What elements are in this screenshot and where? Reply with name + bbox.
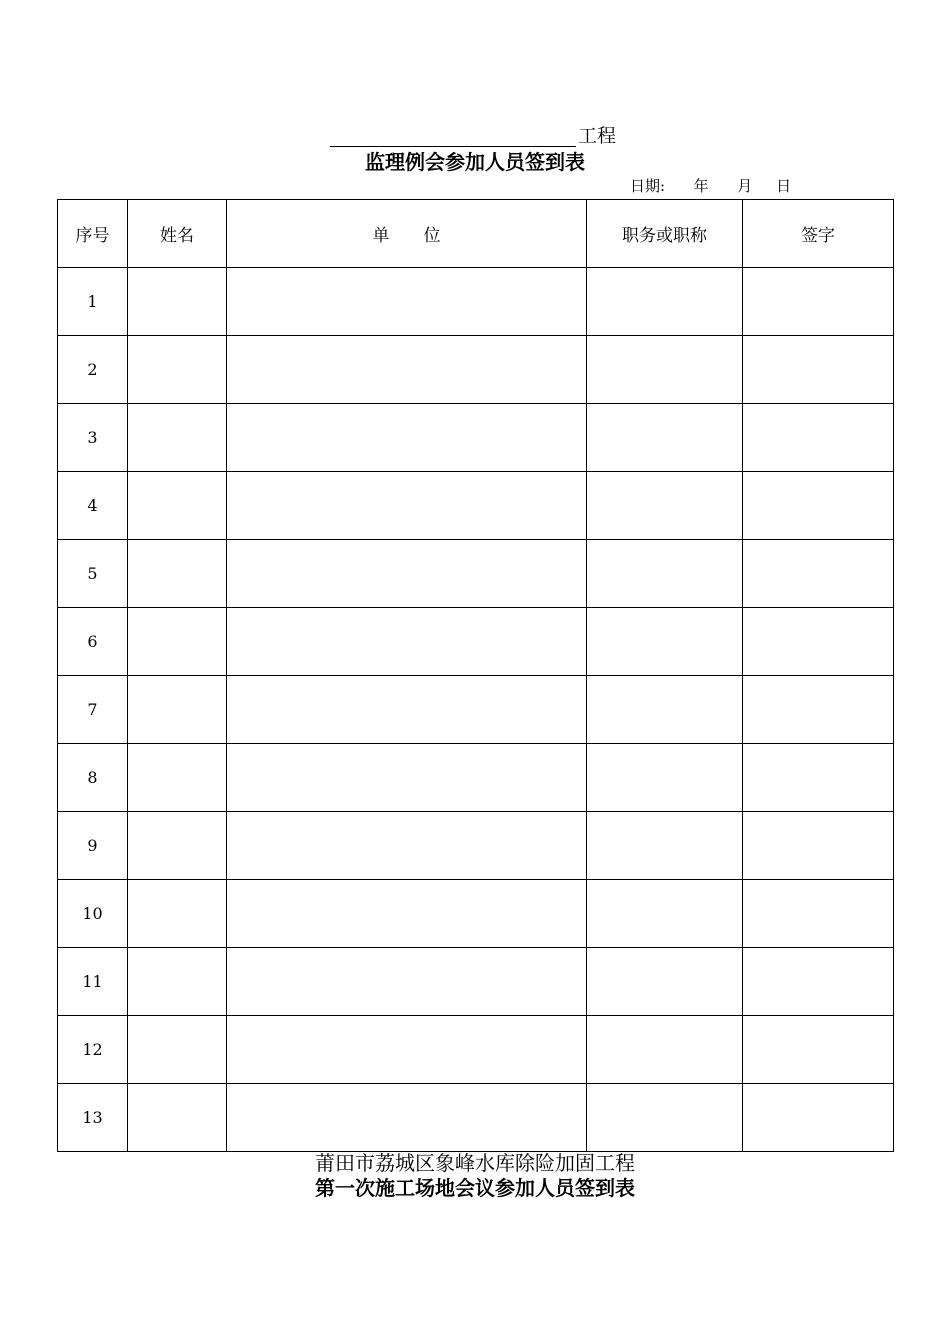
row-number: 6: [58, 608, 128, 676]
column-header-unit: 单 位: [227, 200, 587, 268]
footer-project-name: 莆田市荔城区象峰水库除险加固工程: [315, 1151, 635, 1175]
row-number: 10: [58, 880, 128, 948]
unit-cell[interactable]: [227, 472, 587, 540]
table-row: [58, 812, 894, 880]
row-number: 11: [58, 948, 128, 1016]
table-row: [58, 608, 894, 676]
name-cell[interactable]: [128, 1016, 227, 1084]
row-number: 13: [58, 1084, 128, 1152]
row-number: 8: [58, 744, 128, 812]
name-cell[interactable]: [128, 404, 227, 472]
project-suffix: 工程: [578, 125, 617, 147]
row-number: 12: [58, 1016, 128, 1084]
footer-title: 第一次施工场地会议参加人员签到表: [315, 1176, 635, 1200]
column-header-position: 职务或职称: [587, 200, 743, 268]
name-cell[interactable]: [128, 744, 227, 812]
signature-cell[interactable]: [743, 948, 894, 1016]
signature-cell[interactable]: [743, 1084, 894, 1152]
position-cell[interactable]: [587, 1016, 743, 1084]
name-cell[interactable]: [128, 268, 227, 336]
signature-cell[interactable]: [743, 404, 894, 472]
name-cell[interactable]: [128, 812, 227, 880]
unit-cell[interactable]: [227, 948, 587, 1016]
signin-table: [57, 199, 894, 1152]
row-number: 3: [58, 404, 128, 472]
table-row: [58, 336, 894, 404]
position-cell[interactable]: [587, 948, 743, 1016]
project-name-line: [330, 124, 616, 147]
table-row: [58, 540, 894, 608]
position-cell[interactable]: [587, 540, 743, 608]
table-row: [58, 1016, 894, 1084]
column-header-serial: 序号: [58, 200, 128, 268]
position-cell[interactable]: [587, 1084, 743, 1152]
unit-cell[interactable]: [227, 676, 587, 744]
signature-cell[interactable]: [743, 1016, 894, 1084]
position-cell[interactable]: [587, 404, 743, 472]
table-header-row: [58, 200, 894, 268]
signature-cell[interactable]: [743, 540, 894, 608]
table-row: [58, 948, 894, 1016]
position-cell[interactable]: [587, 880, 743, 948]
position-cell[interactable]: [587, 676, 743, 744]
unit-cell[interactable]: [227, 608, 587, 676]
unit-cell[interactable]: [227, 336, 587, 404]
unit-cell[interactable]: [227, 540, 587, 608]
table-row: [58, 404, 894, 472]
unit-cell[interactable]: [227, 404, 587, 472]
name-cell[interactable]: [128, 880, 227, 948]
signature-cell[interactable]: [743, 608, 894, 676]
form-title: 监理例会参加人员签到表: [365, 150, 585, 174]
row-number: 7: [58, 676, 128, 744]
table-row: [58, 744, 894, 812]
row-number: 4: [58, 472, 128, 540]
column-header-name: 姓名: [128, 200, 227, 268]
table-row: [58, 472, 894, 540]
signature-cell[interactable]: [743, 744, 894, 812]
table-row: [58, 1084, 894, 1152]
signature-cell[interactable]: [743, 676, 894, 744]
unit-cell[interactable]: [227, 812, 587, 880]
unit-cell[interactable]: [227, 1016, 587, 1084]
position-cell[interactable]: [587, 744, 743, 812]
unit-cell[interactable]: [227, 744, 587, 812]
unit-cell[interactable]: [227, 1084, 587, 1152]
signature-cell[interactable]: [743, 472, 894, 540]
table-row: [58, 268, 894, 336]
signature-cell[interactable]: [743, 268, 894, 336]
row-number: 2: [58, 336, 128, 404]
row-number: 1: [58, 268, 128, 336]
table-row: [58, 676, 894, 744]
position-cell[interactable]: [587, 268, 743, 336]
row-number: 5: [58, 540, 128, 608]
row-number: 9: [58, 812, 128, 880]
column-header-signature: 签字: [743, 200, 894, 268]
name-cell[interactable]: [128, 472, 227, 540]
project-name-blank: [330, 124, 576, 147]
position-cell[interactable]: [587, 608, 743, 676]
table-row: [58, 880, 894, 948]
name-cell[interactable]: [128, 540, 227, 608]
unit-cell[interactable]: [227, 880, 587, 948]
name-cell[interactable]: [128, 1084, 227, 1152]
signature-cell[interactable]: [743, 880, 894, 948]
position-cell[interactable]: [587, 336, 743, 404]
name-cell[interactable]: [128, 948, 227, 1016]
position-cell[interactable]: [587, 472, 743, 540]
name-cell[interactable]: [128, 676, 227, 744]
signature-cell[interactable]: [743, 812, 894, 880]
date-line: 日期: 年 月 日: [630, 177, 792, 195]
signature-cell[interactable]: [743, 336, 894, 404]
unit-cell[interactable]: [227, 268, 587, 336]
name-cell[interactable]: [128, 336, 227, 404]
position-cell[interactable]: [587, 812, 743, 880]
name-cell[interactable]: [128, 608, 227, 676]
